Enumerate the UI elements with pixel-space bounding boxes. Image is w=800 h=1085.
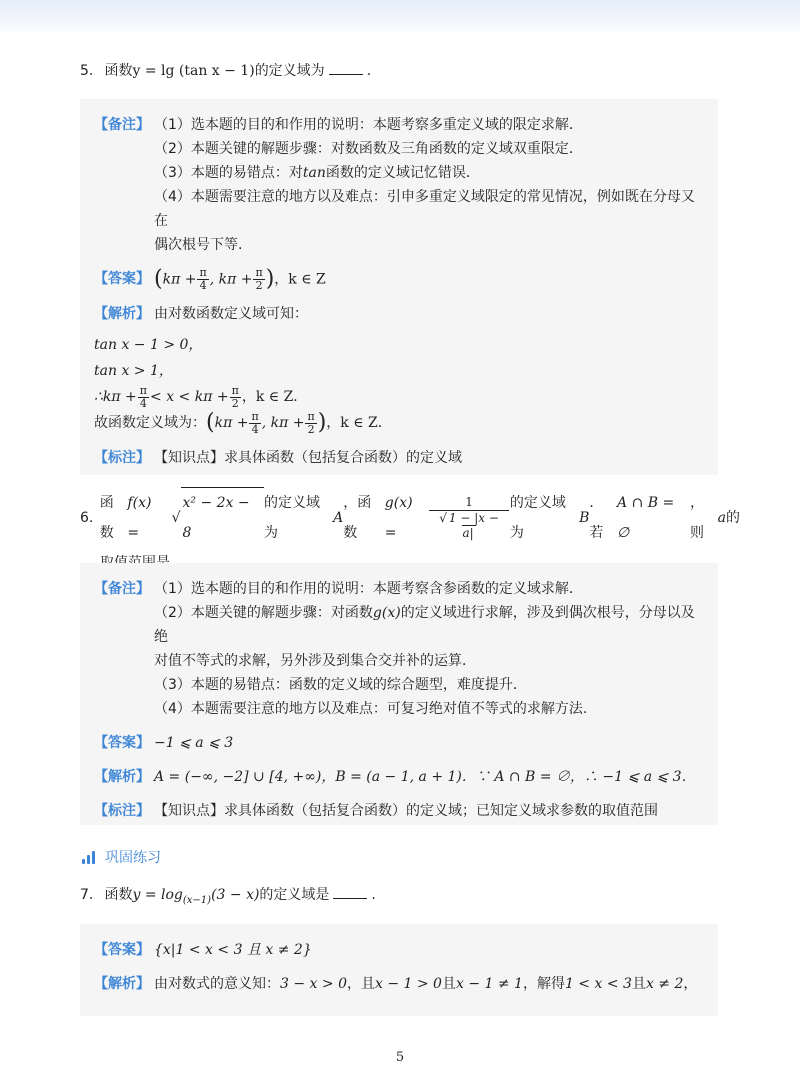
analysis-steps xyxy=(94,332,702,436)
answer-blank xyxy=(329,60,363,75)
analysis-text: 由对数式的意义知：3 − x > 0，且x − 1 > 0且x − 1 ≠ 1，解得1 < x < 3且x ≠ 2， xyxy=(154,976,698,992)
answer-row xyxy=(94,938,702,962)
question-text: 函数 xyxy=(99,494,114,541)
solution-panel-7 xyxy=(80,924,718,1016)
question-formula: f(x) = xyxy=(127,494,152,541)
question-text: 的定义域为 xyxy=(264,494,321,541)
section-title: 巩固练习 xyxy=(105,850,161,866)
analysis-step: ∴kπ + $\frac{\pi}{4}$ < x < kπ + $\frac{\pi}{2}$ ，k ∈ Z． xyxy=(94,383,308,410)
remark-row xyxy=(94,577,702,721)
remark-line: （3）本题的易错点：函数的定义域的综合题型，难度提升． xyxy=(154,677,527,693)
section-header xyxy=(82,847,161,867)
remark-line: （4）本题需要注意的地方以及难点：可复习绝对值不等式的求解方法. xyxy=(154,701,588,717)
remark-tag: 【备注】 xyxy=(94,117,150,133)
label-tag: 【标注】 xyxy=(94,450,150,466)
analysis-tag: 【解析】 xyxy=(94,976,150,992)
answer-tag: 【答案】 xyxy=(94,735,150,751)
analysis-step: 故函数定义域为：(kπ + $\frac{\pi}{4}$ , kπ + $\frac{\pi}{2}$ )，k ∈ Z． xyxy=(94,409,392,436)
solution-panel-6 xyxy=(80,563,718,825)
analysis-tag: 【解析】 xyxy=(94,769,150,785)
question-number: 7. xyxy=(80,887,94,903)
analysis-tag: 【解析】 xyxy=(94,306,150,322)
remark-line: （2）本题关键的解题步骤：对数函数及三角函数的定义域双重限定． xyxy=(154,141,583,157)
label-row xyxy=(94,446,702,470)
analysis-step: tan x − 1 > 0， xyxy=(94,337,203,353)
label-tag: 【标注】 xyxy=(94,803,150,819)
analysis-row xyxy=(94,302,702,326)
analysis-text: A = (−∞, −2] ∪ [4, +∞)，B = (a − 1, a + 1)．∵ A ∩ B = ∅，∴ −1 ⩽ a ⩽ 3． xyxy=(154,769,696,785)
remark-line: （3）本题的易错点：对tan函数的定义域记忆错误． xyxy=(154,165,480,181)
analysis-step: tan x > 1， xyxy=(94,363,173,379)
question-7: 7. 函数$y = \log_{(x-1)}(3 - x)$的定义域是 . xyxy=(80,882,730,914)
remark-line: 对值不等式的求解，另外涉及到集合交并补的运算． xyxy=(154,653,476,669)
page-number: 5 xyxy=(395,1050,405,1065)
answer-row xyxy=(94,267,702,292)
question-5 xyxy=(80,58,730,84)
analysis-row xyxy=(94,972,702,996)
solution-panel-5 xyxy=(80,99,718,475)
remark-line: （1）选本题的目的和作用的说明：本题考察多重定义域的限定求解． xyxy=(154,117,583,133)
remark-line: （1）选本题的目的和作用的说明：本题考察含参函数的定义域求解． xyxy=(154,581,583,597)
question-text: 的定义域为 xyxy=(254,63,325,79)
header-band xyxy=(0,0,800,36)
question-number: 5. xyxy=(80,63,94,79)
bar-chart-icon xyxy=(82,850,97,864)
answer-value: −1 ⩽ a ⩽ 3 xyxy=(154,735,234,751)
label-row xyxy=(94,799,702,823)
analysis-row xyxy=(94,765,702,789)
fraction: $\frac{1}{√ 1 - |x - a|}$ xyxy=(429,495,509,541)
analysis-intro: 由对数函数定义域可知： xyxy=(154,306,308,322)
label-text: 【知识点】求具体函数（包括复合函数）的定义域；已知定义域求参数的取值范围 xyxy=(154,803,658,819)
remark-line: （4）本题需要注意的地方以及难点：引申多重定义域限定的常见情况，例如既在分母又在 xyxy=(154,189,695,229)
question-formula: y = lg (tan x − 1) xyxy=(132,63,255,79)
answer-tag: 【答案】 xyxy=(94,942,150,958)
label-text: 【知识点】求具体函数（包括复合函数）的定义域 xyxy=(154,450,462,466)
question-6: 6. 函数 f(x) = √ x² − 2x − 8 的定义域为 A ，函数 g(x) = $\frac{1}{√ 1 - |x - a|}$ 的定义域为 B ．若 A ∩ B = ∅ ，则 a 的 xyxy=(80,487,740,578)
question-number: 6. xyxy=(80,509,94,526)
remark-line: 偶次根号下等. xyxy=(154,237,243,253)
answer-value: (kπ + $\frac{\pi}{4}$ , kπ + $\frac{\pi}{2}$ )，k ∈ Z xyxy=(154,266,326,292)
sqrt-expression: x² − 2x − 8 xyxy=(181,487,265,548)
answer-value: {x|1 < x < 3 且 x ≠ 2} xyxy=(154,942,312,958)
remark-row xyxy=(94,113,702,257)
question-end: . xyxy=(366,63,372,79)
remark-line: （2）本题关键的解题步骤：对函数g(x)的定义域进行求解，涉及到偶次根号，分母以及绝 xyxy=(154,605,695,645)
remark-tag: 【备注】 xyxy=(94,581,150,597)
question-text: 函数 xyxy=(104,63,133,79)
question-formula: y = log xyxy=(132,887,183,903)
answer-tag: 【答案】 xyxy=(94,271,150,287)
answer-row xyxy=(94,731,702,755)
